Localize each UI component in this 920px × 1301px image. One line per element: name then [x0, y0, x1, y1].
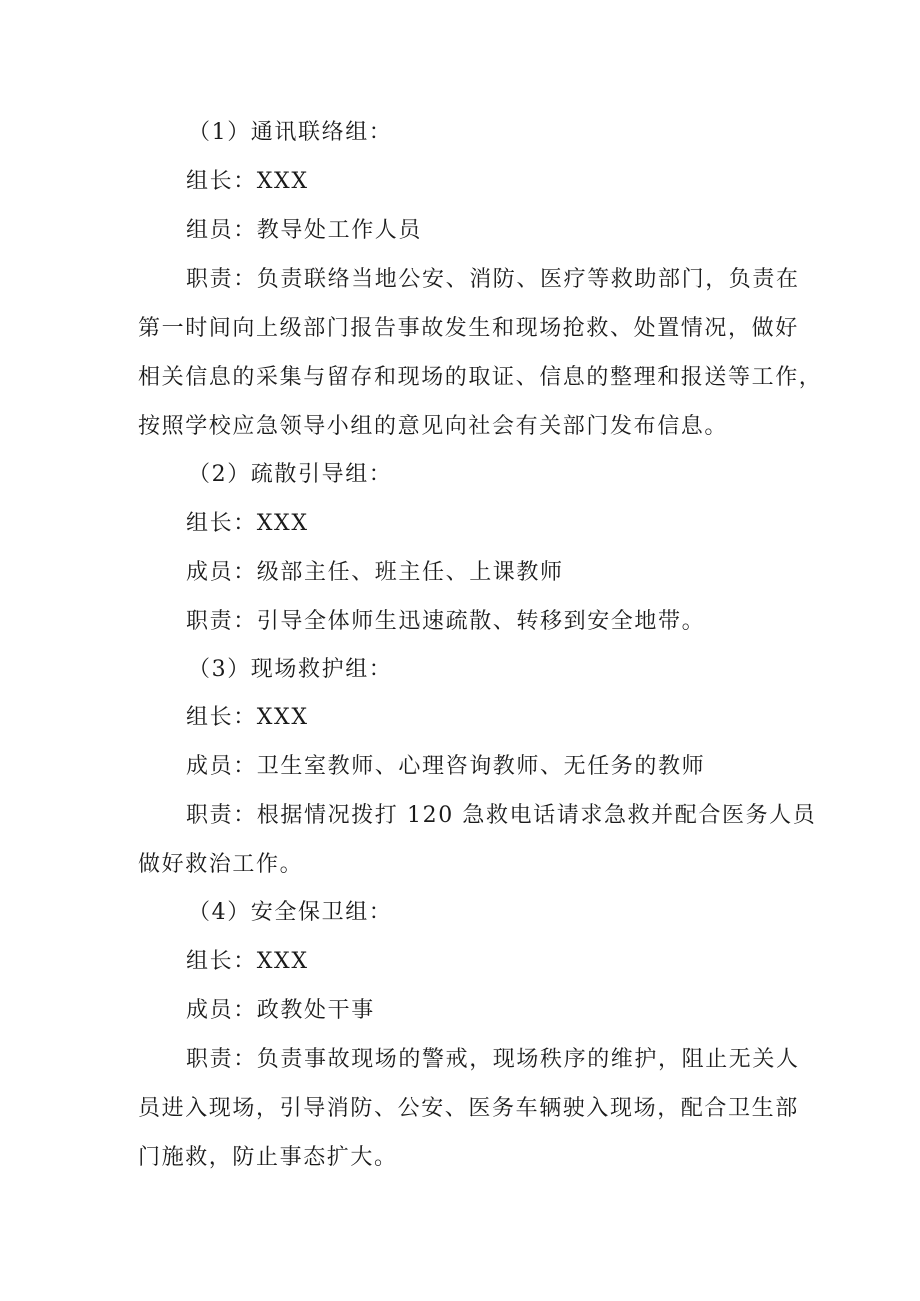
section-4-heading: （4）安全保卫组：: [188, 900, 393, 925]
section-3-leader: 组长：XXX: [186, 705, 309, 730]
section-2-members: 成员：级部主任、班主任、上课教师: [186, 560, 564, 585]
section-1-leader: 组长：XXX: [186, 169, 309, 194]
section-4-leader: 组长：XXX: [186, 949, 309, 974]
section-3-duty-line-2: 做好救治工作。: [138, 852, 304, 877]
section-1-duty-line-1: 职责：负责联络当地公安、消防、医疗等救助部门，负责在: [186, 267, 800, 292]
section-2-duty-line-1: 职责：引导全体师生迅速疏散、转移到安全地带。: [186, 609, 706, 634]
section-4-duty-line-2: 员进入现场，引导消防、公安、医务车辆驶入现场，配合卫生部: [138, 1096, 799, 1121]
section-4-duty-line-3: 门施救，防止事态扩大。: [138, 1145, 398, 1170]
section-3-members: 成员：卫生室教师、心理咨询教师、无任务的教师: [186, 754, 706, 779]
section-1-duty-line-2: 第一时间向上级部门报告事故发生和现场抢救、处置情况，做好: [138, 316, 799, 341]
section-4-members: 成员：政教处干事: [186, 998, 375, 1023]
section-3-duty-line-1: 职责：根据情况拨打 120 急救电话请求急救并配合医务人员: [186, 803, 817, 828]
section-3-heading: （3）现场救护组：: [188, 657, 393, 682]
section-2-heading: （2）疏散引导组：: [188, 462, 393, 487]
section-1-duty-line-4: 按照学校应急领导小组的意见向社会有关部门发布信息。: [138, 414, 729, 439]
section-1-duty-line-3: 相关信息的采集与留存和现场的取证、信息的整理和报送等工作，: [138, 365, 823, 390]
section-1-heading: （1）通讯联络组：: [188, 120, 393, 145]
section-2-leader: 组长：XXX: [186, 511, 309, 536]
section-4-duty-line-1: 职责：负责事故现场的警戒，现场秩序的维护，阻止无关人: [186, 1047, 800, 1072]
section-1-members: 组员：教导处工作人员: [186, 218, 423, 243]
